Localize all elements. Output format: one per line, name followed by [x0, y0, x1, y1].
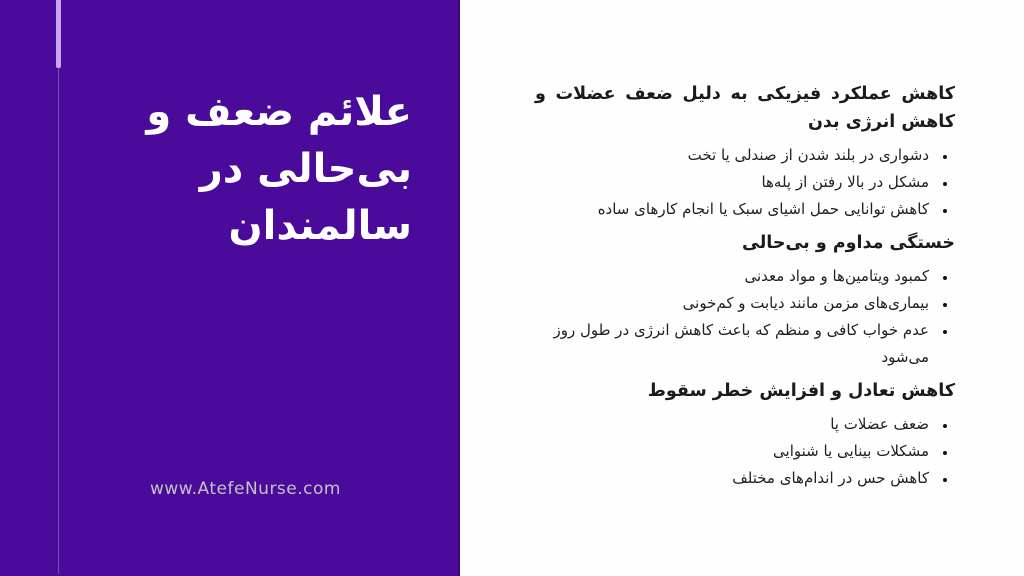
- bullet-list-physical-decline: [535, 142, 955, 223]
- section-heading-physical-decline: کاهش عملکرد فیزیکی به دلیل ضعف عضلات و کاهش انرژی بدن: [535, 84, 955, 132]
- content-area: [535, 80, 955, 492]
- bullet-list-balance: [535, 411, 955, 492]
- slide-title-line-1: علائم ضعف و: [146, 89, 412, 135]
- vertical-accent-bar: [56, 0, 61, 68]
- panel-edge-divider: [458, 0, 460, 576]
- bullet-item: • مشکل در بالا رفتن از پله‌ها: [535, 169, 933, 196]
- bullet-item: • کاهش حس در اندام‌های مختلف: [535, 465, 933, 492]
- bullet-item: • ضعف عضلات پا: [535, 411, 933, 438]
- bullet-list-fatigue: [535, 263, 955, 371]
- bullet-item: • بیماری‌های مزمن مانند دیابت و کم‌خونی: [535, 290, 933, 317]
- slide-title-line-3: سالمندان: [228, 203, 412, 249]
- vertical-accent-line: [58, 0, 59, 574]
- section-heading-fatigue: خستگی مداوم و بی‌حالی: [742, 233, 955, 253]
- slide-title: [122, 84, 412, 255]
- bullet-item: • عدم خواب کافی و منظم که باعث کاهش انرژی در طول روز می‌شود: [535, 317, 933, 371]
- bullet-item: • دشواری در بلند شدن از صندلی یا تخت: [535, 142, 933, 169]
- bullet-item: • کمبود ویتامین‌ها و مواد معدنی: [535, 263, 933, 290]
- section-heading-balance: کاهش تعادل و افزایش خطر سقوط: [647, 381, 955, 401]
- bullet-item: • مشکلات بینایی یا شنوایی: [535, 438, 933, 465]
- slide-title-line-2: بی‌حالی در: [199, 146, 412, 192]
- website-url: www.AtefeNurse.com: [150, 479, 341, 499]
- title-panel: [0, 0, 460, 576]
- bullet-item: • کاهش توانایی حمل اشیای سبک یا انجام کارهای ساده: [535, 196, 933, 223]
